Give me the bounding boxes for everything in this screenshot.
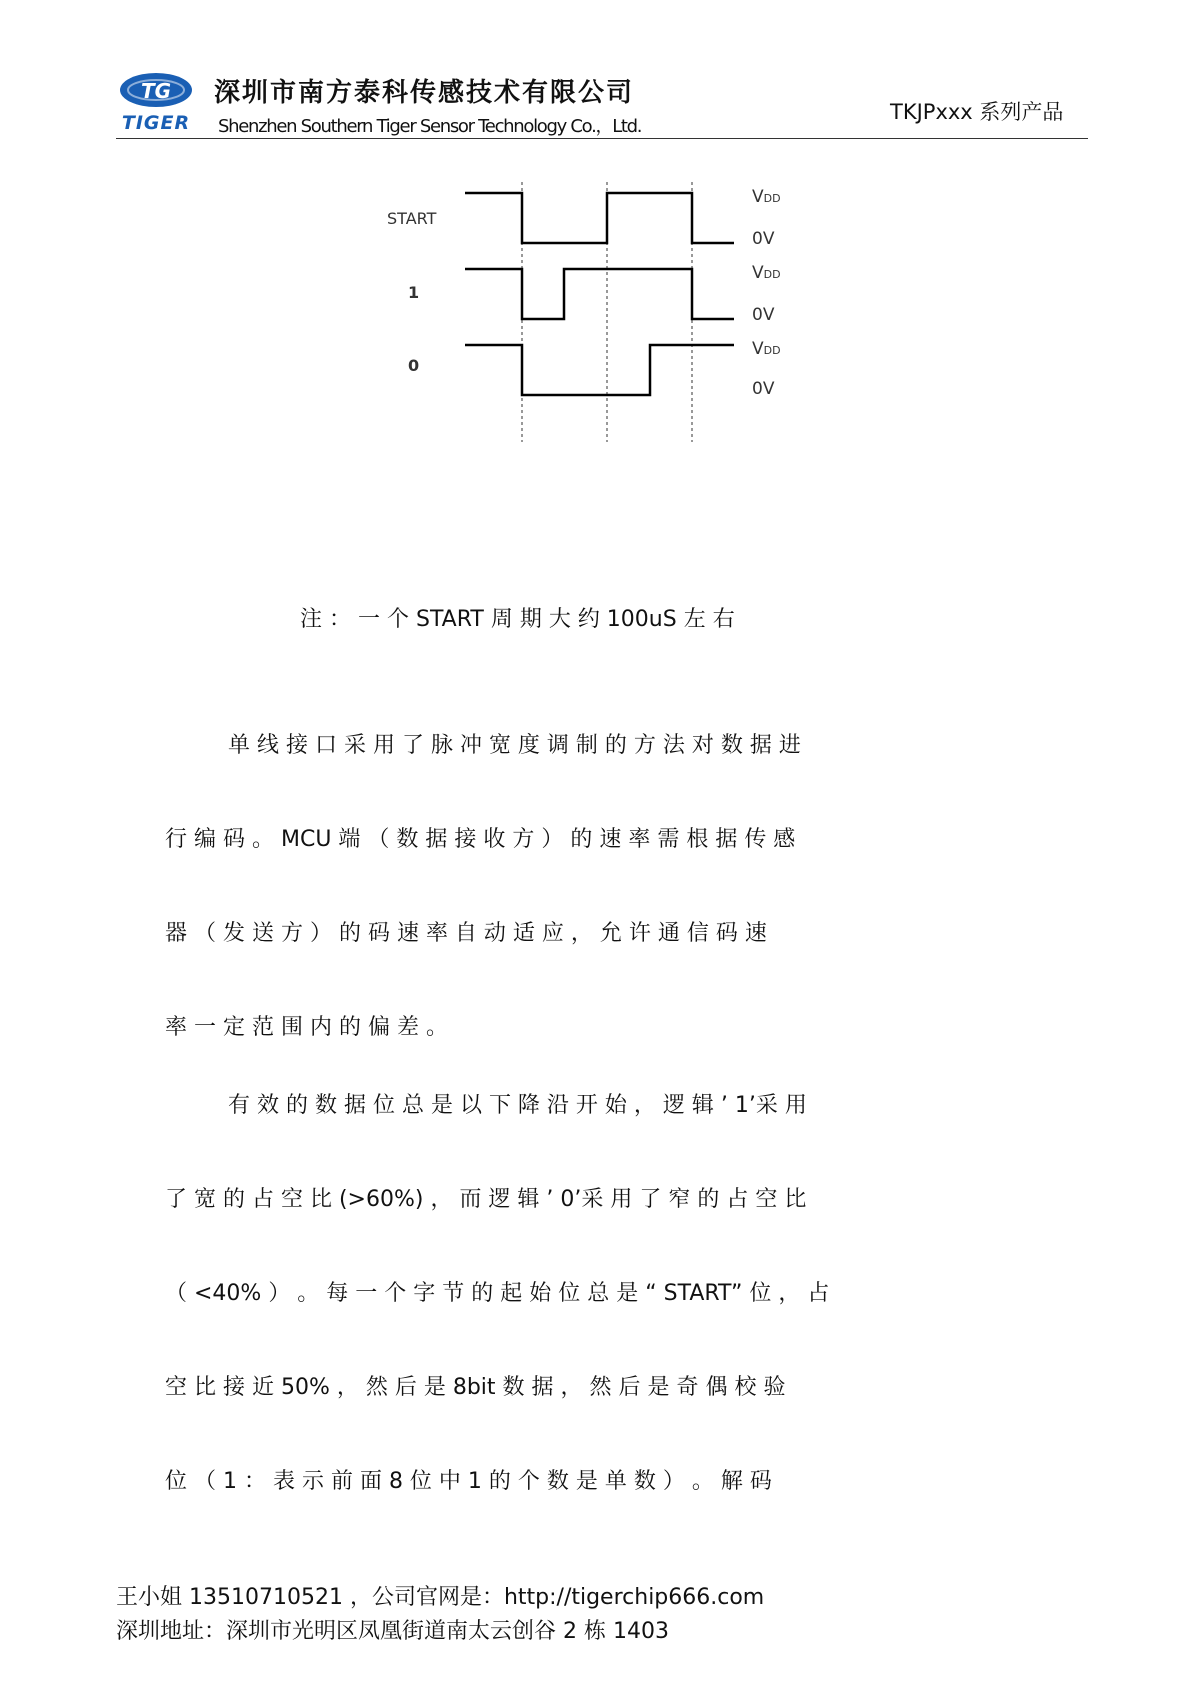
company-name-en: Shenzhen Southern Tiger Sensor Technology Co.，Ltd. bbox=[218, 116, 642, 137]
paragraph-1-line-3: 器 （ 发 送 方 ） 的 码 速 率 自 动 适 应 ， 允 许 通 信 码 速 bbox=[165, 921, 767, 946]
waveform-zero bbox=[465, 345, 734, 395]
paragraph-2-line-1: 有 效 的 数 据 位 总 是 以 下 降 沿 开 始 ， 逻 辑 ’ 1’采 用 bbox=[228, 1093, 807, 1118]
vdd-label: VDD bbox=[752, 187, 781, 207]
zero-volt-label: 0V bbox=[752, 379, 775, 399]
company-logo bbox=[116, 68, 202, 134]
logo-text: TIGER bbox=[121, 112, 191, 134]
waveform-start bbox=[465, 193, 734, 243]
zero-volt-label: 0V bbox=[752, 229, 775, 249]
row-label-one: 1 bbox=[408, 283, 420, 302]
paragraph-2-line-2: 了 宽 的 占 空 比 (>60%) ， 而 逻 辑 ’ 0’采 用 了 窄 的 占 空 比 bbox=[165, 1187, 807, 1212]
product-series: TKJPxxx 系列产品 bbox=[890, 100, 1064, 124]
zero-volt-label: 0V bbox=[752, 305, 775, 325]
paragraph-2-line-5: 位 （ 1 ： 表 示 前 面 8 位 中 1 的 个 数 是 单 数 ） 。 解 码 bbox=[165, 1469, 772, 1494]
diagram-note: 注 ： 一 个 START 周 期 大 约 100uS 左 右 bbox=[300, 607, 735, 632]
vdd-label: VDD bbox=[752, 263, 781, 283]
paragraph-1-line-2: 行 编 码 。 MCU 端 （ 数 据 接 收 方 ） 的 速 率 需 根 据 传 感 bbox=[165, 827, 796, 852]
paragraph-1-line-4: 率 一 定 范 围 内 的 偏 差 。 bbox=[165, 1015, 448, 1040]
row-label-start: START bbox=[387, 209, 437, 228]
company-name-cn: 深圳市南方泰科传感技术有限公司 bbox=[214, 78, 635, 108]
paragraph-2-line-4: 空 比 接 近 50% ， 然 后 是 8bit 数 据 ， 然 后 是 奇 偶 校 验 bbox=[165, 1375, 786, 1400]
vdd-label: VDD bbox=[752, 339, 781, 359]
paragraph-1-line-1: 单 线 接 口 采 用 了 脉 冲 宽 度 调 制 的 方 法 对 数 据 进 bbox=[228, 733, 801, 758]
waveform-one bbox=[465, 269, 734, 319]
footer-address: 深圳地址：深圳市光明区凤凰街道南太云创谷 2 栋 1403 bbox=[116, 1619, 669, 1644]
logo-mark: TG bbox=[140, 79, 172, 103]
header-divider bbox=[116, 138, 1088, 139]
footer-contact: 王小姐 13510710521 ，公司官网是：http://tigerchip666.com bbox=[116, 1585, 765, 1610]
row-label-zero: 0 bbox=[408, 356, 420, 375]
paragraph-2-line-3: （ <40% ） 。 每 一 个 字 节 的 起 始 位 总 是 “ START” 位 ， 占 bbox=[165, 1281, 830, 1306]
timing-diagram bbox=[370, 180, 830, 450]
